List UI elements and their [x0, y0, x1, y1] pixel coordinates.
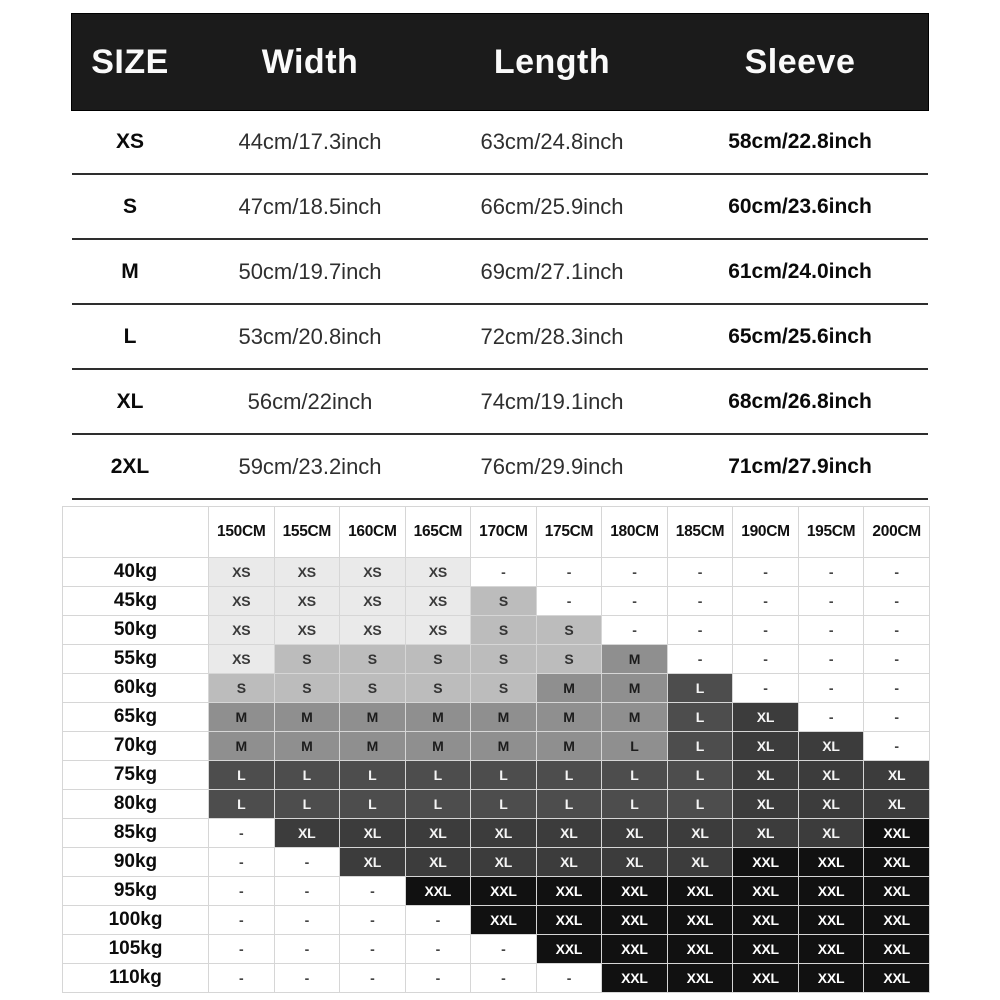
height-weight-matrix	[62, 506, 930, 993]
matrix-cell: XL	[733, 761, 799, 790]
matrix-cell: XL	[536, 819, 602, 848]
width-value: 44cm/17.3inch	[238, 128, 382, 154]
matrix-cell: L	[471, 761, 537, 790]
matrix-cell: -	[340, 906, 406, 935]
matrix-row	[63, 964, 930, 993]
matrix-header-row	[63, 507, 930, 558]
matrix-cell: -	[209, 848, 275, 877]
weight-label-cell: 45kg	[63, 587, 209, 616]
matrix-cell: -	[274, 964, 340, 993]
matrix-cell: -	[471, 935, 537, 964]
weight-label-cell: 70kg	[63, 732, 209, 761]
matrix-cell: XL	[798, 790, 864, 819]
matrix-cell: XS	[340, 616, 406, 645]
size-row-xl	[72, 370, 928, 435]
matrix-cell: XL	[733, 732, 799, 761]
matrix-cell: S	[274, 674, 340, 703]
matrix-cell: M	[340, 703, 406, 732]
width-value: 53cm/20.8inch	[238, 323, 382, 349]
header-cell-width: Width	[261, 42, 359, 81]
matrix-cell: -	[602, 616, 668, 645]
matrix-cell: XL	[798, 761, 864, 790]
length-value: 72cm/28.3inch	[480, 323, 624, 349]
matrix-cell: -	[209, 819, 275, 848]
matrix-cell: L	[209, 790, 275, 819]
matrix-cell: S	[471, 645, 537, 674]
size-label: XS	[115, 129, 144, 153]
matrix-cell: XS	[274, 616, 340, 645]
height-header-cell: 165CM	[405, 507, 471, 558]
size-label: M	[121, 259, 139, 283]
matrix-cell: XXL	[864, 877, 930, 906]
matrix-cell: XL	[274, 819, 340, 848]
matrix-cell: XL	[667, 819, 733, 848]
matrix-cell: M	[536, 703, 602, 732]
matrix-row	[63, 732, 930, 761]
matrix-cell: L	[471, 790, 537, 819]
matrix-row	[63, 761, 930, 790]
matrix-cell: XXL	[864, 819, 930, 848]
matrix-cell: L	[602, 732, 668, 761]
matrix-cell: -	[798, 587, 864, 616]
matrix-cell: S	[209, 674, 275, 703]
matrix-cell: L	[667, 703, 733, 732]
matrix-cell: -	[864, 703, 930, 732]
matrix-cell: M	[209, 703, 275, 732]
matrix-cell: XS	[209, 616, 275, 645]
matrix-cell: L	[667, 761, 733, 790]
sleeve-value: 71cm/27.9inch	[728, 454, 872, 478]
matrix-cell: -	[733, 645, 799, 674]
matrix-body	[63, 558, 930, 993]
matrix-cell: L	[274, 761, 340, 790]
matrix-cell: -	[536, 558, 602, 587]
weight-label-cell: 85kg	[63, 819, 209, 848]
matrix-cell: XXL	[667, 964, 733, 993]
matrix-cell: S	[471, 587, 537, 616]
matrix-cell: L	[667, 790, 733, 819]
matrix-cell: XXL	[733, 906, 799, 935]
height-header-cell: 160CM	[340, 507, 406, 558]
matrix-row	[63, 674, 930, 703]
matrix-cell: -	[340, 935, 406, 964]
matrix-cell: XXL	[602, 877, 668, 906]
matrix-cell: M	[209, 732, 275, 761]
matrix-row	[63, 558, 930, 587]
matrix-cell: XS	[209, 587, 275, 616]
matrix-cell: -	[274, 935, 340, 964]
weight-label-cell: 105kg	[63, 935, 209, 964]
matrix-cell: -	[798, 558, 864, 587]
sleeve-value: 68cm/26.8inch	[728, 389, 872, 413]
weight-label-cell: 50kg	[63, 616, 209, 645]
matrix-cell: XXL	[733, 877, 799, 906]
length-value: 76cm/29.9inch	[480, 453, 624, 479]
matrix-cell: XXL	[471, 877, 537, 906]
width-value: 47cm/18.5inch	[238, 193, 382, 219]
weight-label-cell: 110kg	[63, 964, 209, 993]
matrix-cell: -	[864, 674, 930, 703]
height-weight-matrix-section	[62, 506, 930, 993]
matrix-row	[63, 848, 930, 877]
matrix-cell: -	[471, 558, 537, 587]
matrix-cell: S	[340, 674, 406, 703]
matrix-cell: S	[274, 645, 340, 674]
matrix-cell: XL	[667, 848, 733, 877]
weight-label-cell: 40kg	[63, 558, 209, 587]
matrix-cell: XXL	[667, 877, 733, 906]
matrix-cell: M	[471, 732, 537, 761]
matrix-row	[63, 645, 930, 674]
matrix-cell: XXL	[536, 877, 602, 906]
matrix-cell: L	[405, 761, 471, 790]
matrix-cell: XXL	[602, 935, 668, 964]
matrix-cell: M	[274, 703, 340, 732]
matrix-cell: -	[536, 587, 602, 616]
matrix-cell: XXL	[471, 906, 537, 935]
matrix-row	[63, 703, 930, 732]
matrix-cell: -	[209, 964, 275, 993]
matrix-cell: L	[536, 790, 602, 819]
size-row-l	[72, 305, 928, 370]
height-header-cell: 180CM	[602, 507, 668, 558]
matrix-cell: -	[209, 935, 275, 964]
size-row-2xl	[72, 435, 928, 500]
matrix-cell: XXL	[798, 877, 864, 906]
matrix-cell: XXL	[864, 964, 930, 993]
matrix-cell: XL	[471, 848, 537, 877]
matrix-cell: -	[274, 877, 340, 906]
matrix-row	[63, 616, 930, 645]
matrix-cell: -	[733, 587, 799, 616]
header-cell-length: Length	[493, 42, 611, 81]
matrix-cell: -	[536, 964, 602, 993]
matrix-cell: XXL	[667, 935, 733, 964]
matrix-cell: -	[602, 558, 668, 587]
matrix-corner-cell	[63, 507, 209, 558]
matrix-cell: XL	[340, 848, 406, 877]
matrix-cell: -	[864, 558, 930, 587]
matrix-cell: L	[536, 761, 602, 790]
matrix-cell: S	[471, 616, 537, 645]
matrix-cell: M	[602, 703, 668, 732]
matrix-cell: XS	[405, 616, 471, 645]
matrix-cell: XS	[340, 587, 406, 616]
matrix-cell: XXL	[667, 906, 733, 935]
matrix-cell: XXL	[536, 935, 602, 964]
height-header-cell: 195CM	[798, 507, 864, 558]
height-header-cell: 150CM	[209, 507, 275, 558]
matrix-cell: L	[602, 790, 668, 819]
matrix-row	[63, 906, 930, 935]
matrix-cell: XXL	[864, 906, 930, 935]
matrix-cell: XL	[405, 848, 471, 877]
matrix-cell: M	[536, 732, 602, 761]
matrix-cell: XXL	[733, 848, 799, 877]
weight-label-cell: 75kg	[63, 761, 209, 790]
matrix-cell: M	[471, 703, 537, 732]
weight-label-cell: 65kg	[63, 703, 209, 732]
matrix-cell: XXL	[864, 848, 930, 877]
size-measurement-table	[72, 14, 928, 500]
matrix-cell: S	[340, 645, 406, 674]
matrix-cell: L	[274, 790, 340, 819]
sleeve-value: 61cm/24.0inch	[728, 259, 872, 283]
matrix-row	[63, 877, 930, 906]
sleeve-value: 60cm/23.6inch	[728, 194, 872, 218]
matrix-header	[63, 507, 930, 558]
size-row-s	[72, 175, 928, 240]
matrix-cell: XS	[274, 587, 340, 616]
length-value: 69cm/27.1inch	[480, 258, 624, 284]
weight-label-cell: 60kg	[63, 674, 209, 703]
matrix-cell: XL	[536, 848, 602, 877]
matrix-cell: M	[405, 732, 471, 761]
width-value: 56cm/22inch	[247, 388, 373, 414]
matrix-cell: XL	[471, 819, 537, 848]
matrix-cell: -	[340, 877, 406, 906]
matrix-cell: L	[340, 790, 406, 819]
size-table-header	[72, 14, 928, 110]
matrix-cell: -	[471, 964, 537, 993]
matrix-cell: S	[405, 674, 471, 703]
matrix-cell: XL	[733, 790, 799, 819]
matrix-cell: -	[798, 703, 864, 732]
height-header-cell: 170CM	[471, 507, 537, 558]
size-row-xs	[72, 110, 928, 175]
matrix-cell: XL	[864, 761, 930, 790]
matrix-cell: -	[798, 645, 864, 674]
matrix-cell: M	[602, 674, 668, 703]
matrix-cell: XL	[864, 790, 930, 819]
matrix-cell: XS	[209, 558, 275, 587]
matrix-cell: -	[864, 645, 930, 674]
size-row-m	[72, 240, 928, 305]
matrix-cell: XL	[733, 703, 799, 732]
matrix-row	[63, 587, 930, 616]
height-header-cell: 185CM	[667, 507, 733, 558]
matrix-cell: XXL	[864, 935, 930, 964]
matrix-cell: L	[340, 761, 406, 790]
header-cell-sleeve: Sleeve	[744, 42, 856, 81]
matrix-cell: XL	[798, 732, 864, 761]
sleeve-value: 65cm/25.6inch	[728, 324, 872, 348]
matrix-cell: -	[667, 645, 733, 674]
matrix-cell: -	[667, 587, 733, 616]
matrix-cell: XS	[274, 558, 340, 587]
matrix-cell: M	[602, 645, 668, 674]
matrix-row	[63, 935, 930, 964]
sleeve-value: 58cm/22.8inch	[728, 129, 872, 153]
weight-label-cell: 100kg	[63, 906, 209, 935]
weight-label-cell: 55kg	[63, 645, 209, 674]
matrix-cell: M	[340, 732, 406, 761]
matrix-cell: XXL	[733, 935, 799, 964]
matrix-cell: -	[733, 674, 799, 703]
matrix-cell: -	[209, 906, 275, 935]
matrix-cell: XS	[209, 645, 275, 674]
matrix-cell: XL	[340, 819, 406, 848]
matrix-cell: XL	[405, 819, 471, 848]
matrix-cell: L	[667, 732, 733, 761]
header-cell-size: SIZE	[91, 42, 169, 81]
matrix-cell: -	[405, 964, 471, 993]
matrix-cell: -	[733, 616, 799, 645]
size-label: XL	[116, 389, 144, 413]
matrix-cell: -	[864, 587, 930, 616]
weight-label-cell: 90kg	[63, 848, 209, 877]
matrix-cell: XS	[340, 558, 406, 587]
length-value: 63cm/24.8inch	[480, 128, 624, 154]
matrix-cell: -	[667, 558, 733, 587]
matrix-cell: -	[602, 587, 668, 616]
matrix-cell: XL	[602, 819, 668, 848]
matrix-cell: -	[667, 616, 733, 645]
matrix-cell: XXL	[405, 877, 471, 906]
matrix-cell: S	[536, 616, 602, 645]
matrix-cell: XS	[405, 558, 471, 587]
matrix-cell: -	[405, 906, 471, 935]
length-value: 74cm/19.1inch	[480, 388, 624, 414]
matrix-cell: XXL	[536, 906, 602, 935]
matrix-cell: L	[667, 674, 733, 703]
width-value: 59cm/23.2inch	[238, 453, 382, 479]
weight-label-cell: 95kg	[63, 877, 209, 906]
width-value: 50cm/19.7inch	[238, 258, 382, 284]
size-label: L	[123, 324, 137, 348]
matrix-cell: XXL	[733, 964, 799, 993]
matrix-cell: M	[405, 703, 471, 732]
matrix-cell: -	[864, 616, 930, 645]
matrix-cell: M	[536, 674, 602, 703]
matrix-cell: -	[274, 848, 340, 877]
matrix-cell: -	[209, 877, 275, 906]
matrix-cell: L	[405, 790, 471, 819]
matrix-cell: XL	[733, 819, 799, 848]
matrix-cell: -	[340, 964, 406, 993]
matrix-cell: XL	[602, 848, 668, 877]
matrix-cell: S	[536, 645, 602, 674]
size-label: S	[122, 194, 137, 218]
matrix-cell: XS	[405, 587, 471, 616]
matrix-cell: S	[405, 645, 471, 674]
matrix-cell: -	[274, 906, 340, 935]
matrix-cell: S	[471, 674, 537, 703]
matrix-cell: XXL	[798, 906, 864, 935]
matrix-cell: M	[274, 732, 340, 761]
size-label: 2XL	[110, 454, 150, 478]
height-header-cell: 175CM	[536, 507, 602, 558]
matrix-cell: -	[798, 616, 864, 645]
matrix-cell: XXL	[798, 935, 864, 964]
matrix-cell: XXL	[602, 906, 668, 935]
height-header-cell: 200CM	[864, 507, 930, 558]
matrix-cell: L	[209, 761, 275, 790]
matrix-cell: -	[405, 935, 471, 964]
length-value: 66cm/25.9inch	[480, 193, 624, 219]
matrix-cell: L	[602, 761, 668, 790]
matrix-cell: XXL	[602, 964, 668, 993]
matrix-cell: -	[864, 732, 930, 761]
matrix-cell: XXL	[798, 848, 864, 877]
matrix-cell: XXL	[798, 964, 864, 993]
height-header-cell: 190CM	[733, 507, 799, 558]
height-header-cell: 155CM	[274, 507, 340, 558]
matrix-cell: -	[798, 674, 864, 703]
matrix-row	[63, 790, 930, 819]
weight-label-cell: 80kg	[63, 790, 209, 819]
matrix-cell: -	[733, 558, 799, 587]
matrix-cell: XL	[798, 819, 864, 848]
matrix-row	[63, 819, 930, 848]
